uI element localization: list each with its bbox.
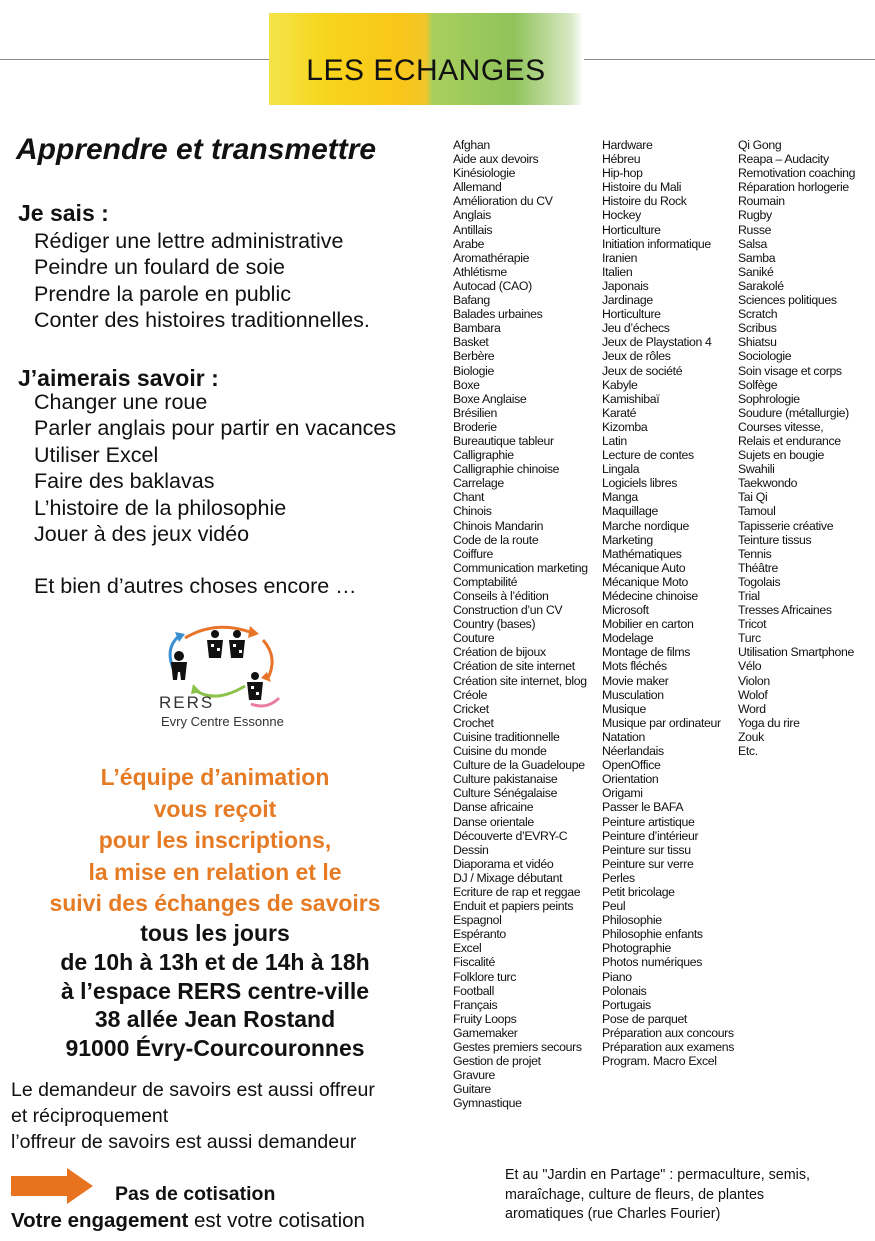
topic-item: Photos numériques [602, 955, 703, 970]
topic-item: Logiciels libres [602, 476, 678, 491]
topic-item: Passer le BAFA [602, 800, 684, 815]
jaimerais-item: Parler anglais pour partir en vacances [34, 416, 397, 441]
topic-item: Création de bijoux [453, 645, 546, 660]
je-sais-item: Conter des histoires traditionnelles. [34, 308, 370, 333]
garden-line: aromatiques (rue Charles Fourier) [505, 1206, 721, 1222]
topic-item: Football [453, 983, 494, 998]
topic-item: Bureautique tableur [453, 433, 554, 448]
topic-item: Salsa [738, 236, 768, 251]
topic-item: Togolais [738, 574, 781, 589]
engagement-bold: Votre engagement [11, 1209, 189, 1232]
engagement-text [11, 1209, 365, 1233]
topic-item: Bambara [453, 321, 501, 336]
topic-item: Culture pakistanaise [453, 772, 558, 787]
jaimerais-item: Jouer à des jeux vidéo [34, 522, 250, 547]
header-banner [269, 13, 583, 105]
topic-item: Réparation horlogerie [738, 180, 849, 195]
topic-item: Qi Gong [738, 138, 782, 152]
team-welcome-line: L’équipe d’animation [100, 764, 330, 790]
topic-item: Etc. [738, 744, 758, 759]
topic-item: Program. Macro Excel [602, 1054, 717, 1069]
topic-item: Gravure [453, 1068, 495, 1083]
topic-item: Berbère [453, 349, 495, 364]
topic-item: Fruity Loops [453, 1011, 517, 1026]
team-welcome-line: suivi des échanges de savoirs [49, 890, 381, 916]
topic-item: Manga [602, 490, 638, 505]
topic-item: Sophrologie [738, 391, 800, 406]
topic-item: Perles [602, 870, 635, 885]
topic-item: Japonais [602, 278, 649, 293]
topic-item: Mécanique Auto [602, 560, 686, 575]
topic-item: Relais et endurance [738, 433, 841, 448]
topic-item: Chinois Mandarin [453, 518, 544, 533]
topic-item: Code de la route [453, 532, 539, 547]
topic-item: Bafang [453, 293, 490, 308]
topic-item: Musique par ordinateur [602, 715, 721, 730]
topic-item: Modelage [602, 631, 654, 646]
topic-item: Kizomba [602, 419, 648, 434]
topic-item: Calligraphie [453, 448, 514, 463]
main-title: Apprendre et transmettre [16, 133, 377, 166]
topic-item: Diaporama et vidéo [453, 856, 554, 871]
topic-item: Histoire du Rock [602, 194, 687, 209]
topic-item: Wolof [738, 687, 768, 702]
team-welcome-line: la mise en relation et le [88, 858, 342, 885]
topic-item: Scribus [738, 321, 777, 336]
topic-item: Montage de films [602, 645, 691, 660]
topic-item: Biologie [453, 363, 494, 378]
jaimerais-item: L’histoire de la philosophie [34, 495, 287, 520]
topic-item: Danse orientale [453, 814, 534, 829]
header-title: LES ECHANGES [306, 54, 546, 87]
hours-address-line: de 10h à 13h et de 14h à 18h [60, 948, 370, 975]
topic-item: Français [453, 997, 498, 1012]
team-welcome-line: pour les inscriptions, [98, 827, 332, 853]
topic-item: Solfège [738, 377, 778, 392]
hours-address-line: à l’espace RERS centre-ville [60, 977, 370, 1004]
topic-item: Marche nordique [602, 518, 690, 533]
topic-item: Rugby [738, 208, 772, 223]
topic-item: Peul [602, 899, 626, 914]
topic-item: Construction d’un CV [453, 603, 563, 618]
topic-item: Gestes premiers secours [453, 1040, 582, 1054]
topic-item: Espéranto [453, 927, 506, 942]
topic-item: Orientation [602, 772, 659, 787]
topic-item: Arabe [453, 236, 485, 251]
topic-item: Hardware [602, 138, 653, 152]
more-text: Et bien d’autres choses encore … [34, 574, 357, 598]
team-welcome-text [0, 762, 430, 920]
topic-item: Enduit et papiers peints [453, 899, 574, 914]
reciprocity-line: l’offreur de savoirs est aussi demandeur [11, 1131, 357, 1153]
topic-item: Soin visage et corps [738, 363, 842, 378]
topic-item: Tapisserie créative [738, 518, 834, 533]
topic-item: Italien [602, 264, 633, 279]
topic-item: Chinois [453, 504, 492, 519]
garden-text [505, 1166, 870, 1225]
reciprocity-line: et réciproquement [11, 1105, 169, 1127]
topic-item: Latin [602, 433, 627, 448]
topic-item: Hockey [602, 208, 641, 223]
topic-item: Photographie [602, 941, 671, 956]
topic-item: Peinture artistique [602, 814, 695, 829]
topic-item: Création site internet, blog [453, 673, 587, 688]
topic-item: Boxe Anglaise [453, 391, 527, 406]
topics-column-2 [602, 138, 734, 1068]
topic-item: Microsoft [602, 603, 649, 618]
topic-item: Yoga du rire [738, 715, 800, 730]
garden-line: maraîchage, culture de fleurs, de plantes [505, 1186, 765, 1203]
topic-item: Calligraphie chinoise [453, 462, 560, 477]
hours-address-line: 91000 Évry-Courcouronnes [65, 1035, 365, 1062]
topic-item: Jeux de Playstation 4 [602, 335, 712, 350]
topic-item: Country (bases) [453, 617, 536, 632]
topic-item: Créole [453, 687, 488, 702]
topic-item: Théâtre [738, 560, 778, 575]
topic-item: Courses vitesse, [738, 419, 824, 434]
topic-item: Peinture sur verre [602, 856, 694, 871]
je-sais-item: Rédiger une lettre administrative [34, 229, 344, 253]
topic-item: Mots fléchés [602, 659, 667, 674]
topic-item: Cuisine du monde [453, 744, 547, 759]
topic-item: Boxe [453, 377, 480, 392]
topic-item: Jardinage [602, 293, 653, 308]
reciprocity-line: Le demandeur de savoirs est aussi offreur [11, 1079, 375, 1101]
topic-item: Aide aux devoirs [453, 152, 539, 167]
topic-item: Néerlandais [602, 744, 664, 759]
jaimerais-list [34, 389, 396, 547]
topic-item: Saniké [738, 264, 774, 279]
topics-column-3 [738, 138, 855, 758]
topic-item: Roumain [738, 194, 785, 209]
hours-address-line: tous les jours [140, 920, 290, 946]
topic-item: Violon [738, 673, 770, 688]
topic-item: Sarakolé [738, 278, 784, 293]
garden-line: Et au "Jardin en Partage" : permaculture, semis, [505, 1167, 810, 1183]
topic-item: Lecture de contes [602, 448, 694, 463]
topic-item: Tai Qi [738, 490, 768, 505]
topic-item: Anglais [453, 208, 491, 223]
topic-item: DJ / Mixage débutant [453, 870, 563, 885]
topic-item: Aromathérapie [453, 250, 530, 265]
logo-caption: Evry Centre Essonne [161, 714, 284, 729]
topic-item: Iranien [602, 250, 638, 265]
topic-item: Reapa – Audacity [738, 152, 829, 167]
topic-item: Cuisine traditionnelle [453, 729, 560, 744]
topic-item: Swahili [738, 462, 775, 477]
topic-item: Karaté [602, 405, 637, 420]
topic-item: Espagnol [453, 913, 502, 928]
jaimerais-item: Faire des baklavas [34, 469, 215, 494]
topic-item: Excel [453, 941, 482, 956]
topic-item: Soudure (métallurgie) [738, 405, 849, 420]
topic-item: Gymnastique [453, 1096, 522, 1111]
topic-item: Culture de la Guadeloupe [453, 758, 585, 773]
topic-item: Trial [738, 589, 760, 603]
je-sais-heading: Je sais : [18, 200, 109, 226]
topic-item: Broderie [453, 419, 497, 434]
topic-item: Tamoul [738, 504, 776, 519]
topic-item: Balades urbaines [453, 307, 543, 322]
topic-item: Tennis [738, 546, 772, 561]
opening-hours-address [0, 919, 430, 1063]
topic-item: Guitare [453, 1082, 491, 1097]
header-rule-left [0, 59, 270, 60]
topic-item: Gamemaker [453, 1025, 518, 1040]
topic-item: Peinture sur tissu [602, 842, 691, 857]
topic-item: Initiation informatique [602, 236, 711, 251]
topic-item: Teinture tissus [738, 532, 812, 547]
topic-item: Culture Sénégalaise [453, 786, 558, 801]
topic-item: Piano [602, 969, 632, 984]
topic-item: Zouk [738, 729, 764, 744]
header-rule-right [584, 59, 875, 60]
topic-item: Philosophie enfants [602, 927, 703, 942]
topic-item: Musculation [602, 687, 664, 702]
topic-item: Utilisation Smartphone [738, 645, 855, 660]
topic-item: Mobilier en carton [602, 617, 694, 632]
engagement-rest: est votre cotisation [188, 1209, 365, 1232]
topic-item: Préparation aux concours [602, 1025, 734, 1040]
topic-item: Chant [453, 490, 485, 505]
topic-item: Découverte d’EVRY-C [453, 828, 568, 843]
no-fee-text: Pas de cotisation [115, 1183, 276, 1205]
logo-text: RERS [159, 693, 215, 712]
topic-item: Taekwondo [738, 476, 798, 491]
topic-item: Médecine chinoise [602, 589, 698, 603]
topic-item: Sociologie [738, 349, 792, 364]
topic-item: Comptabilité [453, 574, 518, 589]
team-welcome-line: vous reçoit [153, 795, 277, 822]
topic-item: Athlétisme [453, 264, 507, 279]
topic-item: Kabyle [602, 377, 638, 392]
topic-item: Polonais [602, 983, 647, 998]
topic-item: Jeux de société [602, 363, 683, 378]
topic-item: Brésilien [453, 405, 498, 420]
topic-item: Peinture d’intérieur [602, 828, 699, 843]
topic-item: Hip-hop [602, 166, 643, 181]
topic-item: Autocad (CAO) [453, 278, 532, 293]
jaimerais-item: Changer une roue [34, 390, 208, 414]
topic-item: Afghan [453, 138, 490, 152]
topic-item: Origami [602, 786, 643, 801]
topic-item: Petit bricolage [602, 884, 675, 899]
topic-item: Tricot [738, 617, 767, 632]
je-sais-item: Prendre la parole en public [34, 281, 291, 306]
topic-item: Shiatsu [738, 335, 777, 350]
topic-item: Remotivation coaching [738, 166, 856, 181]
topic-item: Kamishibaï [602, 391, 660, 406]
topic-item: Danse africaine [453, 800, 534, 815]
topic-item: Musique [602, 701, 647, 716]
topic-item: Portugais [602, 997, 651, 1012]
topic-item: Kinésiologie [453, 166, 516, 181]
topic-item: Horticulture [602, 307, 661, 322]
topic-item: Conseils à l’édition [453, 589, 549, 603]
topic-item: Création de site internet [453, 659, 575, 674]
topic-item: Jeux de rôles [602, 349, 671, 364]
right-arrow-icon [11, 1168, 93, 1204]
topic-item: Samba [738, 250, 776, 265]
topic-item: Jeu d’échecs [602, 321, 670, 336]
topic-item: Coiffure [453, 546, 494, 561]
je-sais-list [34, 228, 370, 334]
topic-item: Horticulture [602, 222, 661, 237]
topic-item: Histoire du Mali [602, 180, 682, 195]
topic-item: Sujets en bougie [738, 448, 825, 463]
je-sais-item: Peindre un foulard de soie [34, 255, 286, 280]
hours-address-line: 38 allée Jean Rostand [94, 1006, 336, 1033]
topic-item: OpenOffice [602, 758, 661, 773]
topic-item: Allemand [453, 180, 502, 195]
reciprocity-text [11, 1077, 375, 1155]
jaimerais-item: Utiliser Excel [34, 442, 159, 467]
topic-item: Movie maker [602, 673, 669, 688]
topic-item: Cricket [453, 701, 489, 716]
topic-item: Russe [738, 222, 772, 237]
topic-item: Turc [738, 631, 761, 646]
topic-item: Tresses Africaines [738, 603, 832, 618]
topic-item: Communication marketing [453, 560, 588, 575]
topic-item: Basket [453, 335, 489, 350]
jaimerais-heading: J’aimerais savoir : [18, 365, 219, 391]
topic-item: Crochet [453, 715, 494, 730]
topic-item: Word [738, 701, 766, 716]
topic-item: Mécanique Moto [602, 574, 689, 589]
topic-item: Ecriture de rap et reggae [453, 884, 581, 899]
topic-item: Maquillage [602, 504, 658, 519]
topic-item: Dessin [453, 842, 489, 857]
topic-item: Natation [602, 729, 646, 744]
topic-item: Mathématiques [602, 546, 682, 561]
topic-item: Fiscalité [453, 955, 495, 970]
topic-item: Préparation aux examens [602, 1040, 735, 1054]
topic-item: Folklore turc [453, 969, 517, 984]
topic-item: Gestion de projet [453, 1054, 541, 1069]
topic-item: Scratch [738, 307, 778, 322]
topic-item: Hébreu [602, 152, 641, 167]
topic-item: Lingala [602, 462, 640, 477]
topic-item: Couture [453, 631, 495, 646]
topic-item: Pose de parquet [602, 1011, 687, 1026]
topic-item: Sciences politiques [738, 293, 837, 308]
topic-item: Philosophie [602, 913, 662, 928]
topics-column-1 [453, 138, 588, 1110]
topic-item: Vélo [738, 659, 762, 674]
topic-item: Carrelage [453, 476, 504, 491]
topic-item: Marketing [602, 532, 653, 547]
topic-item: Antillais [453, 222, 493, 237]
topic-item: Amélioration du CV [453, 194, 553, 209]
